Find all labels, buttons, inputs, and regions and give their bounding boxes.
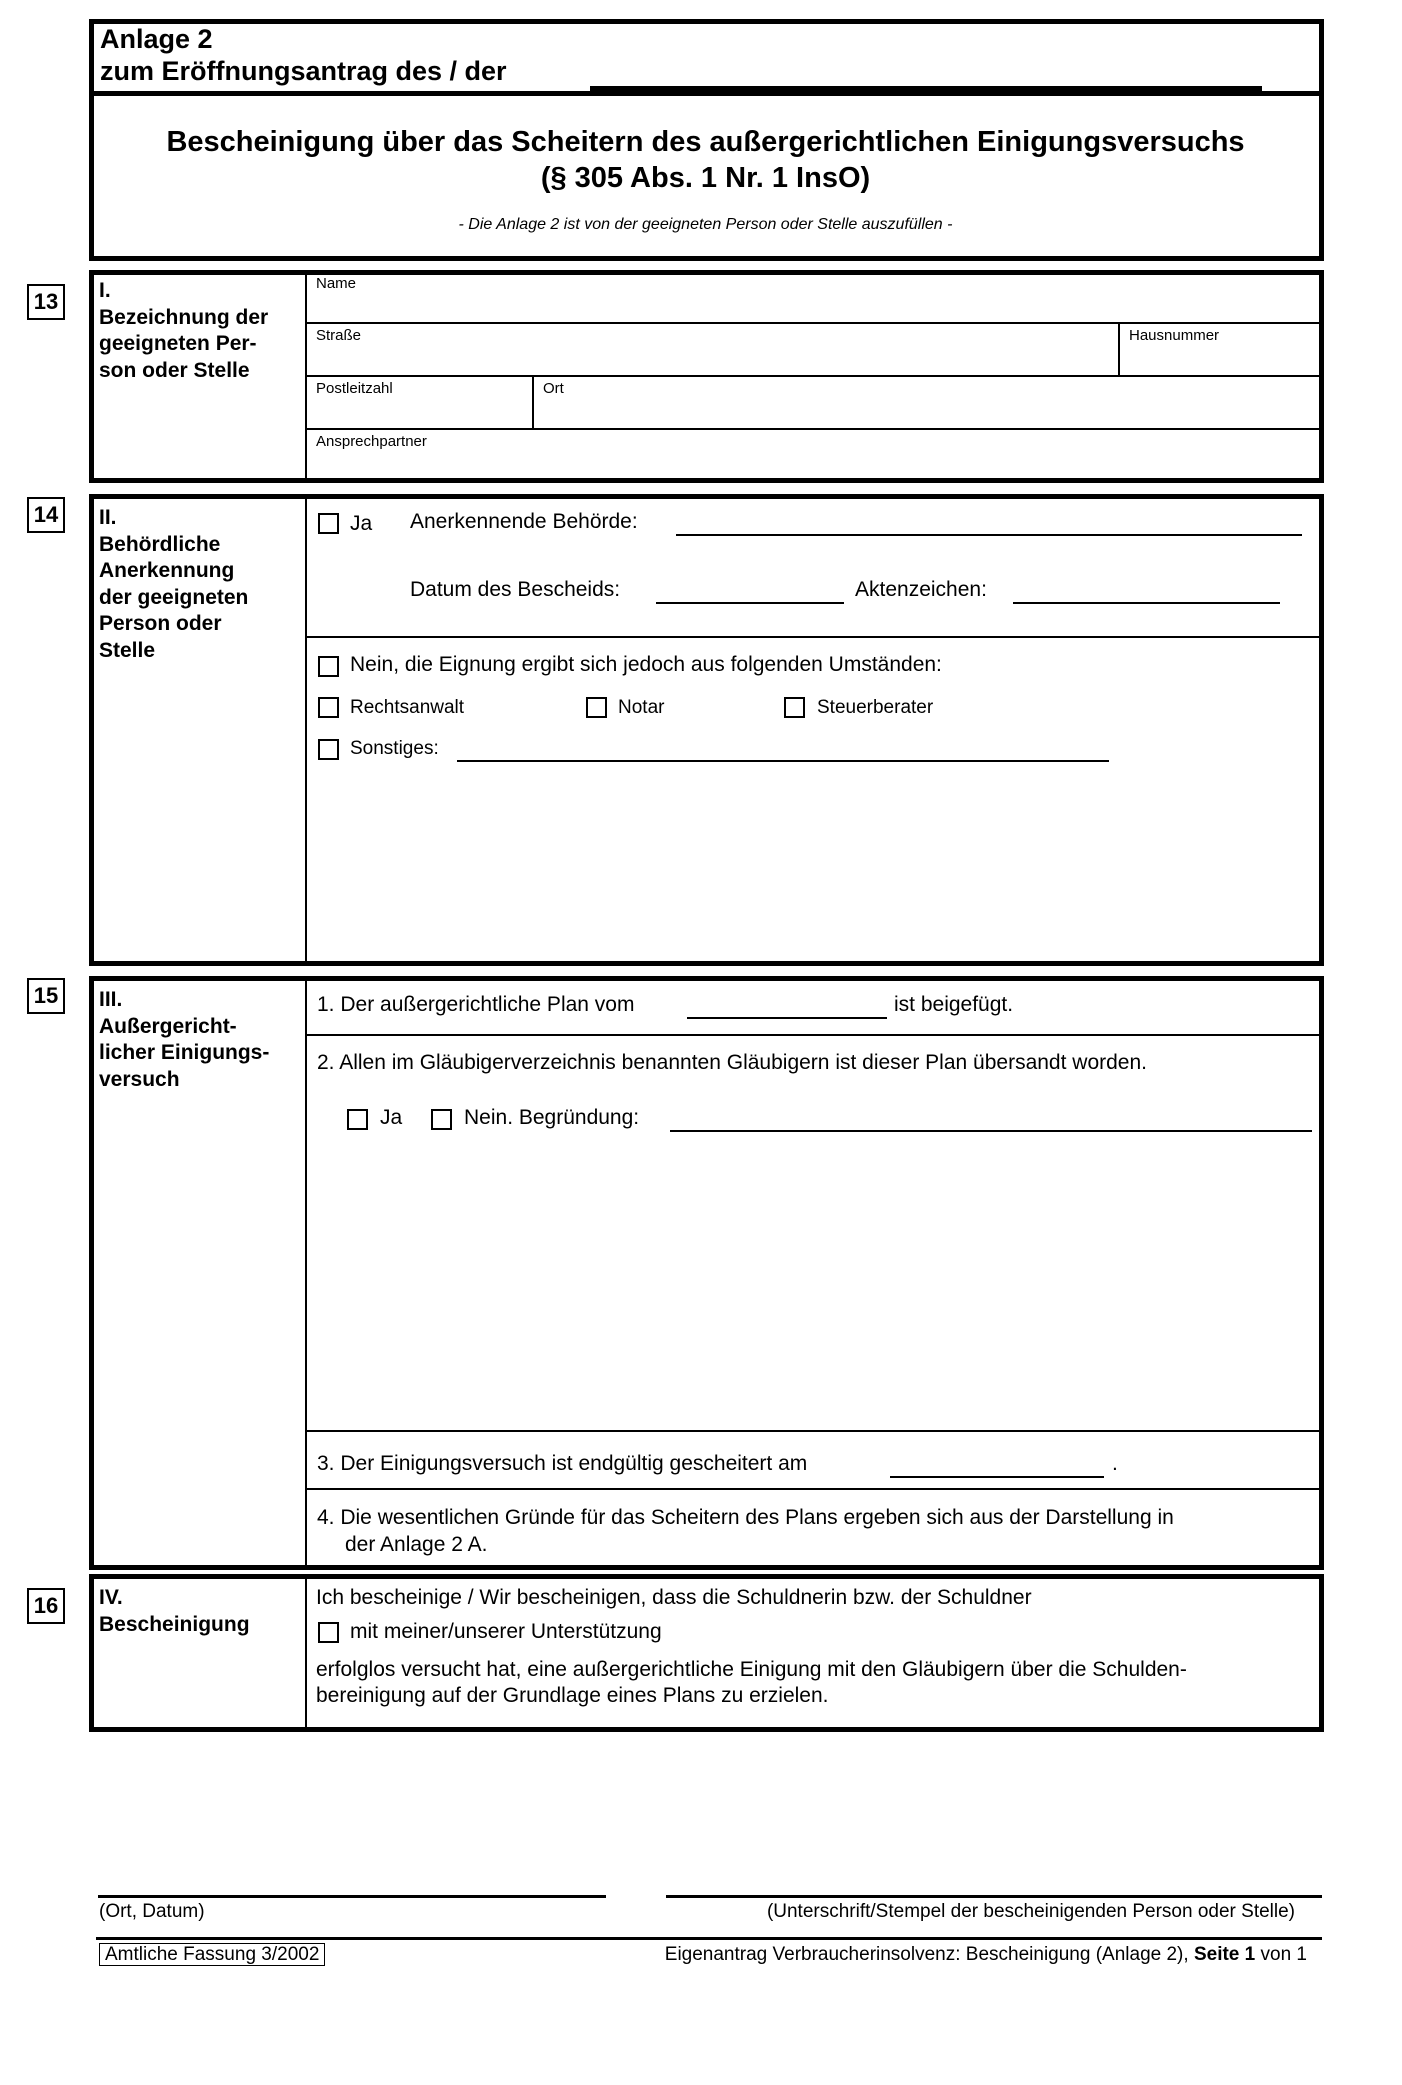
authority-field[interactable] <box>676 534 1302 536</box>
reasons-text-line2: der Anlage 2 A. <box>345 1533 488 1556</box>
authority-label: Anerkennende Behörde: <box>410 510 638 533</box>
document-title: Bescheinigung über das Scheitern des außergerichtlichen Einigungsversuchs <box>166 126 1245 158</box>
house-number-label: Hausnummer <box>1129 327 1220 344</box>
file-number-label: Aktenzeichen: <box>855 578 987 601</box>
annex-title: Anlage 2 <box>100 24 213 54</box>
plan-date-field[interactable] <box>687 1017 887 1019</box>
other-field[interactable] <box>457 760 1109 762</box>
row-divider <box>307 1488 1321 1490</box>
decision-date-field[interactable] <box>656 602 844 604</box>
place-date-signature-line[interactable] <box>98 1895 606 1898</box>
hausnummer-divider <box>1118 324 1120 376</box>
notary-label: Notar <box>618 697 665 718</box>
city-label: Ort <box>543 380 564 397</box>
plan-sent-no-checkbox[interactable] <box>431 1109 452 1130</box>
row-divider <box>307 322 1321 324</box>
support-label: mit meiner/unserer Unterstützung <box>350 1620 662 1643</box>
reason-field[interactable] <box>670 1130 1312 1132</box>
failure-date-field[interactable] <box>890 1476 1104 1478</box>
plan-date-text: 1. Der außergerichtliche Plan vom <box>317 993 635 1016</box>
section-number-13: 13 <box>27 284 65 320</box>
section-15-heading: III. Außergericht- licher Einigungs- versuch <box>99 988 270 1091</box>
document-legal-reference: (§ 305 Abs. 1 Nr. 1 InsO) <box>540 162 871 194</box>
notary-checkbox[interactable] <box>586 697 607 718</box>
plan-sent-yes-checkbox[interactable] <box>347 1109 368 1130</box>
section-number-14: 14 <box>27 497 65 533</box>
section-14-row-divider <box>307 636 1321 638</box>
failure-date-period: . <box>1112 1452 1118 1475</box>
file-number-field[interactable] <box>1013 602 1280 604</box>
section-14-box <box>89 494 1324 966</box>
street-field[interactable] <box>308 325 1117 374</box>
signature-stamp-label: (Unterschrift/Stempel der bescheinigenden Person oder Stelle) <box>766 1901 1295 1922</box>
row-divider <box>307 428 1321 430</box>
row-divider <box>307 375 1321 377</box>
house-number-field[interactable] <box>1121 325 1320 374</box>
recognition-yes-label: Ja <box>350 512 373 535</box>
section-13-heading: I. Bezeichnung der geeigneten Per- son oder Stelle <box>99 279 269 382</box>
city-field[interactable] <box>535 378 1320 427</box>
page-word: Seite <box>1193 1944 1240 1965</box>
recognition-no-checkbox[interactable] <box>318 656 339 677</box>
certification-text-line4: bereinigung auf der Grundlage eines Plans zu erzielen. <box>316 1684 829 1707</box>
lawyer-checkbox[interactable] <box>318 697 339 718</box>
ort-divider <box>532 377 534 429</box>
contact-person-label: Ansprechpartner <box>316 433 427 450</box>
place-date-label: (Ort, Datum) <box>99 1901 205 1922</box>
footer-rule <box>96 1937 1322 1940</box>
tax-advisor-label: Steuerberater <box>817 697 934 718</box>
reason-text-area[interactable] <box>310 1140 1320 1425</box>
contact-person-field[interactable] <box>308 431 1320 478</box>
instruction-note: - Die Anlage 2 ist von der geeigneten Person oder Stelle auszufüllen - <box>458 216 953 233</box>
support-checkbox[interactable] <box>318 1622 339 1643</box>
postal-code-field[interactable] <box>308 378 531 427</box>
section-16-heading: IV. Bescheinigung <box>99 1586 250 1636</box>
row-divider <box>307 1430 1321 1432</box>
certification-text-line1: Ich bescheinige / Wir bescheinigen, dass die Schuldnerin bzw. der Schuldner <box>316 1586 1032 1609</box>
lawyer-label: Rechtsanwalt <box>350 697 465 718</box>
other-label: Sonstiges: <box>350 738 439 759</box>
section-14-column-divider <box>305 497 307 963</box>
section-15-column-divider <box>305 979 307 1567</box>
other-checkbox[interactable] <box>318 739 339 760</box>
recognition-no-label: Nein, die Eignung ergibt sich jedoch aus folgenden Umständen: <box>350 653 942 676</box>
signature-stamp-line[interactable] <box>666 1895 1322 1898</box>
certification-text-line3: erfolglos versucht hat, eine außergerichtliche Einigung mit den Gläubigern über die Schulden- <box>316 1658 1187 1681</box>
plan-sent-yes-label: Ja <box>380 1106 403 1129</box>
failure-date-text: 3. Der Einigungsversuch ist endgültig gescheitert am <box>317 1452 808 1475</box>
section-14-heading: II. Behördliche Anerkennung der geeigneten Person oder Stelle <box>99 506 249 662</box>
postal-code-label: Postleitzahl <box>316 380 393 397</box>
section-16-column-divider <box>305 1577 307 1729</box>
tax-advisor-checkbox[interactable] <box>784 697 805 718</box>
section-number-15: 15 <box>27 978 65 1014</box>
version-badge: Amtliche Fassung 3/2002 <box>99 1943 325 1966</box>
name-field[interactable] <box>308 274 1320 321</box>
street-label: Straße <box>316 327 362 344</box>
reasons-text-line1: 4. Die wesentlichen Gründe für das Scheitern des Plans ergeben sich aus der Darstellung in <box>317 1506 1174 1529</box>
name-label: Name <box>316 275 357 292</box>
plan-sent-no-label: Nein. Begründung: <box>464 1106 640 1129</box>
recognition-yes-checkbox[interactable] <box>318 513 339 534</box>
decision-date-label: Datum des Bescheids: <box>410 578 621 601</box>
plan-attached-text: ist beigefügt. <box>894 993 1014 1016</box>
application-of-label: zum Eröffnungsantrag des / der <box>100 56 507 86</box>
page-total: von 1 <box>1260 1944 1307 1965</box>
footer-description: Eigenantrag Verbraucherinsolvenz: Bescheinigung (Anlage 2), Seite 1 von 1 <box>664 1944 1307 1965</box>
plan-sent-text: 2. Allen im Gläubigerverzeichnis benannten Gläubigern ist dieser Plan übersandt worden. <box>317 1051 1147 1074</box>
applicant-name-field[interactable] <box>590 86 1262 92</box>
row-divider <box>307 1034 1321 1036</box>
section-number-16: 16 <box>27 1588 65 1624</box>
page-current: 1 <box>1244 1944 1256 1965</box>
